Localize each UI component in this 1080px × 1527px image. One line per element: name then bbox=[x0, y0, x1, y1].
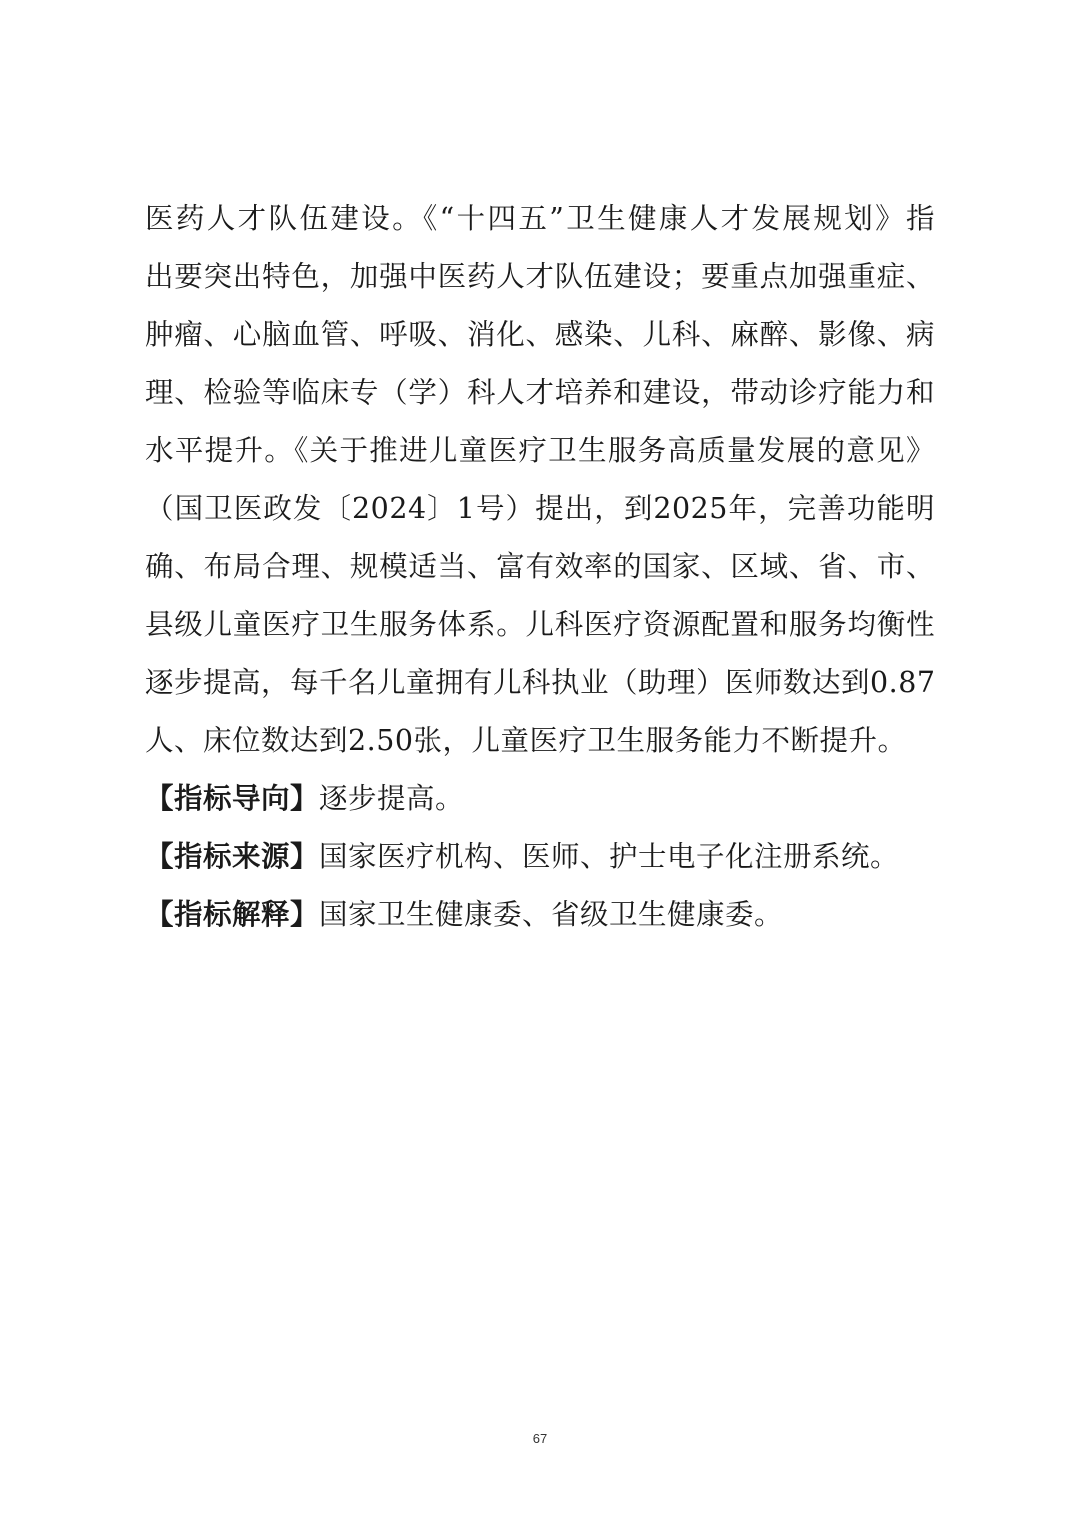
paragraph-line: 医药人才队伍建设。《“十四五”卫生健康人才发展规划》指 bbox=[145, 202, 935, 235]
paragraph-line: 出要突出特色，加强中医药人才队伍建设；要重点加强重症、 bbox=[145, 260, 935, 293]
indicator-source-value: 国家医疗机构、医师、护士电子化注册系统。 bbox=[319, 840, 900, 873]
paragraph-line: （国卫医政发〔2024〕1号）提出，到2025年，完善功能明 bbox=[145, 492, 935, 525]
indicator-direction-value: 逐步提高。 bbox=[319, 782, 465, 815]
indicator-explanation-value: 国家卫生健康委、省级卫生健康委。 bbox=[319, 898, 784, 931]
indicator-direction-label: 【指标导向】 bbox=[145, 782, 320, 815]
paragraph-line: 县级儿童医疗卫生服务体系。儿科医疗资源配置和服务均衡性 bbox=[145, 608, 935, 641]
page-number: 67 bbox=[532, 1431, 548, 1446]
indicator-direction bbox=[145, 770, 935, 828]
paragraph-line: 肿瘤、心脑血管、呼吸、消化、感染、儿科、麻醉、影像、病 bbox=[145, 318, 935, 351]
paragraph-line: 理、检验等临床专（学）科人才培养和建设，带动诊疗能力和 bbox=[145, 376, 935, 409]
indicator-source bbox=[145, 828, 935, 886]
paragraph-line: 人、床位数达到2.50张，儿童医疗卫生服务能力不断提升。 bbox=[145, 724, 907, 757]
indicator-explanation-label: 【指标解释】 bbox=[145, 898, 320, 931]
body-text bbox=[145, 190, 935, 944]
paragraph-line: 确、布局合理、规模适当、富有效率的国家、区域、省、市、 bbox=[145, 550, 935, 583]
paragraph-line: 逐步提高，每千名儿童拥有儿科执业（助理）医师数达到0.87 bbox=[145, 666, 936, 699]
indicator-source-label: 【指标来源】 bbox=[145, 840, 320, 873]
paragraph-line: 水平提升。《关于推进儿童医疗卫生服务高质量发展的意见》 bbox=[145, 434, 935, 467]
indicator-explanation bbox=[145, 886, 935, 944]
